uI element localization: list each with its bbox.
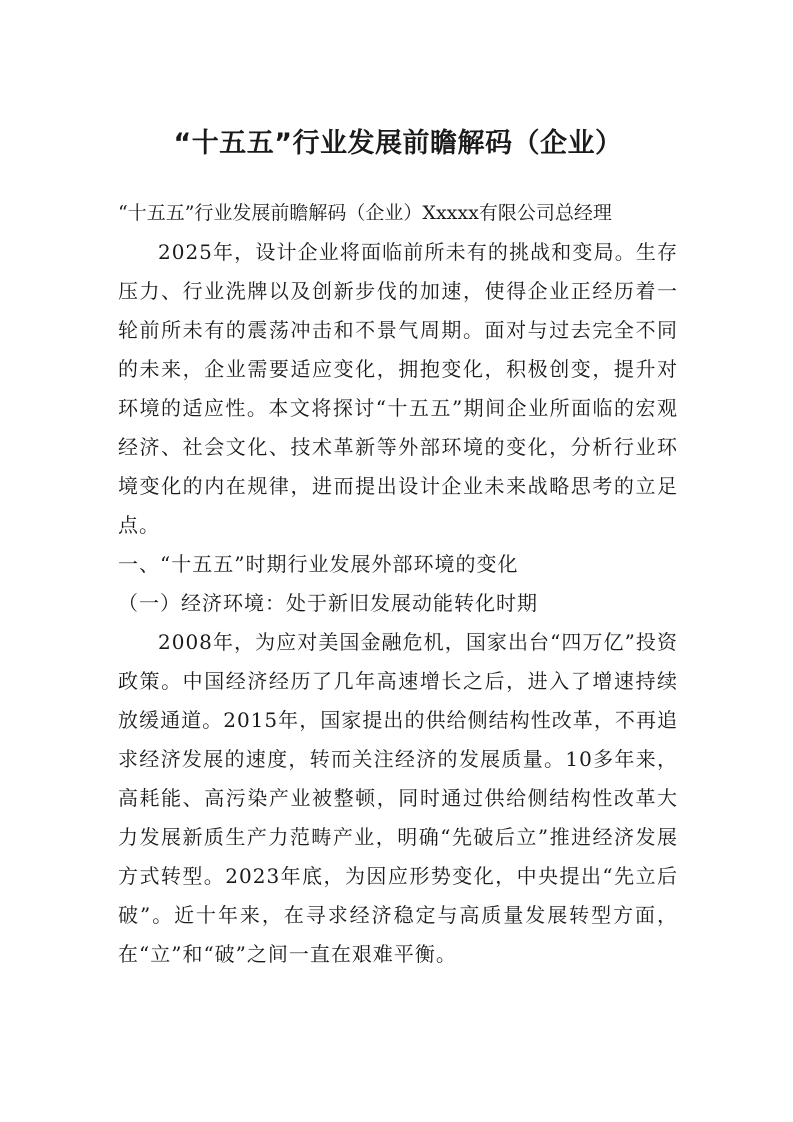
author-line: “十五五”行业发展前瞻解码（企业）Xxxxx有限公司总经理 — [118, 202, 612, 224]
section-heading: 一、“十五五”时期行业发展外部环境的变化 — [118, 552, 519, 576]
subsection-heading: （一）经济环境：处于新旧发展动能转化时期 — [118, 591, 538, 615]
intro-paragraph: 2025年，设计企业将面临前所未有的挑战和变局。生存压力、行业洗牌以及创新步伐的加速，使得企业正经历着一轮前所未有的震荡冲击和不景气周期。面对与过去完全不同的未来，企业需要适应变化，拥抱变化，积极创变，提升对环境的适应性。本文将探讨“十五五”期间企业所面临的宏观经济、社会文化、技术革新等外部环境的变化，分析行业环境变化的内在规律，进而提出设计企业未来战略思考的立足点。 — [118, 240, 678, 537]
document-page — [118, 118, 678, 974]
document-title: “十五五”行业发展前瞻解码（企业） — [173, 128, 623, 159]
economy-paragraph: 2008年，为应对美国金融危机，国家出台“四万亿”投资政策。中国经济经历了几年高速增长之后，进入了增速持续放缓通道。2015年，国家提出的供给侧结构性改革，不再追求经济发展的速度，转而关注经济的发展质量。10多年来，高耗能、高污染产业被整顿，同时通过供给侧结构性改革大力发展新质生产力范畴产业，明确“先破后立”推进经济发展方式转型。2023年底，为因应形势变化，中央提出“先立后破”。近十年来，在寻求经济稳定与高质量发展转型方面，在“立”和“破”之间一直在艰难平衡。 — [118, 630, 678, 966]
